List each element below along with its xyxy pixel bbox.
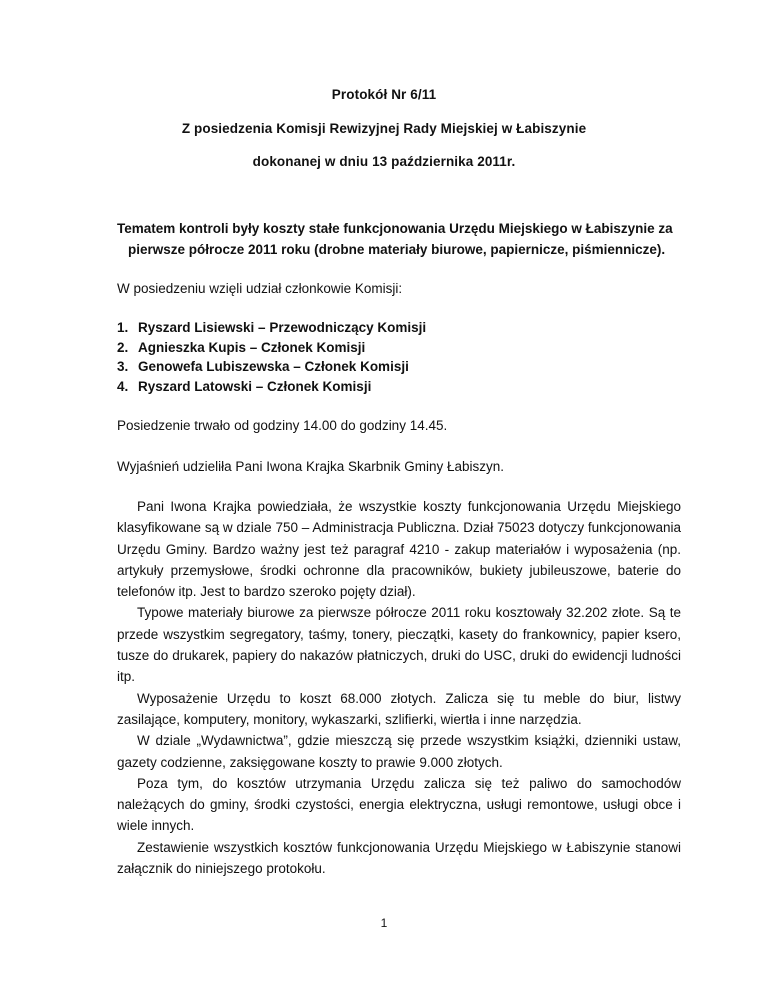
body-paragraph: Wyposażenie Urzędu to koszt 68.000 złotych. Zalicza się tu meble do biur, listwy zasilające, komputery, monitory, wykaszarki, szlifierki, wiertła i inne narzędzia. — [117, 690, 681, 727]
participants-intro: W posiedzeniu wzięli udział członkowie Komisji: — [117, 281, 403, 296]
body-paragraph: Pani Iwona Krajka powiedziała, że wszystkie koszty funkcjonowania Urzędu Miejskiego klasyfikowane są w dziale 750 – Administracja Publiczna. Dział 75023 dotyczy funkcjonowania Urzędu Gminy. Bardzo ważny jest też paragraf 4210 - zakup materiałów i wyposażenia (np. artykuły przemysłowe, środki ochronne dla pracowników, bukiety jubileuszowe, baterie do telefonów itp. Jest to bardzo szeroko pojęty dział). — [117, 499, 681, 600]
member-name: Genowefa Lubiszewska – Członek Komisji — [138, 359, 409, 374]
member-name: Ryszard Lisiewski – Przewodniczący Komisji — [138, 320, 427, 335]
member-list — [117, 318, 426, 396]
member-item — [117, 338, 426, 358]
member-name: Ryszard Latowski – Członek Komisji — [138, 378, 372, 394]
member-item — [117, 377, 426, 397]
meeting-duration: Posiedzenie trwało od godziny 14.00 do godziny 14.45. — [117, 418, 448, 433]
member-number: 2. — [117, 339, 129, 355]
protocol-subtitle: Z posiedzenia Komisji Rewizyjnej Rady Miejskiej w Łabiszynie — [181, 121, 587, 136]
inspection-subject — [117, 218, 677, 260]
page-number: 1 — [380, 916, 388, 930]
protocol-body — [117, 496, 681, 879]
protocol-title: Protokół Nr 6/11 — [331, 87, 437, 102]
body-paragraph: W dziale „Wydawnictwa”, gdzie mieszczą się przede wszystkim książki, dzienniki ustaw, gazety codzienne, zaksięgowane koszty to prawie 9.000 złotych. — [117, 733, 681, 770]
body-paragraph: Poza tym, do kosztów utrzymania Urzędu zalicza się też paliwo do samochodów należących do gminy, środki czystości, energia elektryczna, usługi remontowe, usługi obce i wiele innych. — [117, 775, 681, 834]
inspection-subject-line-1: Tematem kontroli były koszty stałe funkcjonowania Urzędu Miejskiego w Łabiszynie za — [117, 221, 673, 236]
member-item — [117, 318, 426, 338]
member-name: Agnieszka Kupis – Członek Komisji — [138, 339, 366, 355]
inspection-subject-line-2: pierwsze półrocze 2011 roku (drobne materiały biurowe, papiernicze, piśmiennicze). — [128, 242, 666, 257]
protocol-date: dokonanej w dniu 13 października 2011r. — [252, 154, 516, 169]
member-number: 3. — [117, 359, 129, 374]
body-paragraph: Zestawienie wszystkich kosztów funkcjonowania Urzędu Miejskiego w Łabiszynie stanowi załącznik do niniejszego protokołu. — [117, 839, 681, 877]
member-number: 4. — [117, 378, 129, 394]
member-item — [117, 357, 426, 377]
body-paragraph: Typowe materiały biurowe za pierwsze półrocze 2011 roku kosztowały 32.202 złote. Są te przede wszystkim segregatory, taśmy, tonery, pieczątki, kasety do frankownicy, papier ksero, tusze do drukarek, papiery do nakazów płatniczych, druki do USC, druki do ewidencji ludności itp. — [117, 605, 681, 685]
member-number: 1. — [117, 320, 129, 335]
explanations-given: Wyjaśnień udzieliła Pani Iwona Krajka Skarbnik Gminy Łabiszyn. — [117, 459, 505, 474]
